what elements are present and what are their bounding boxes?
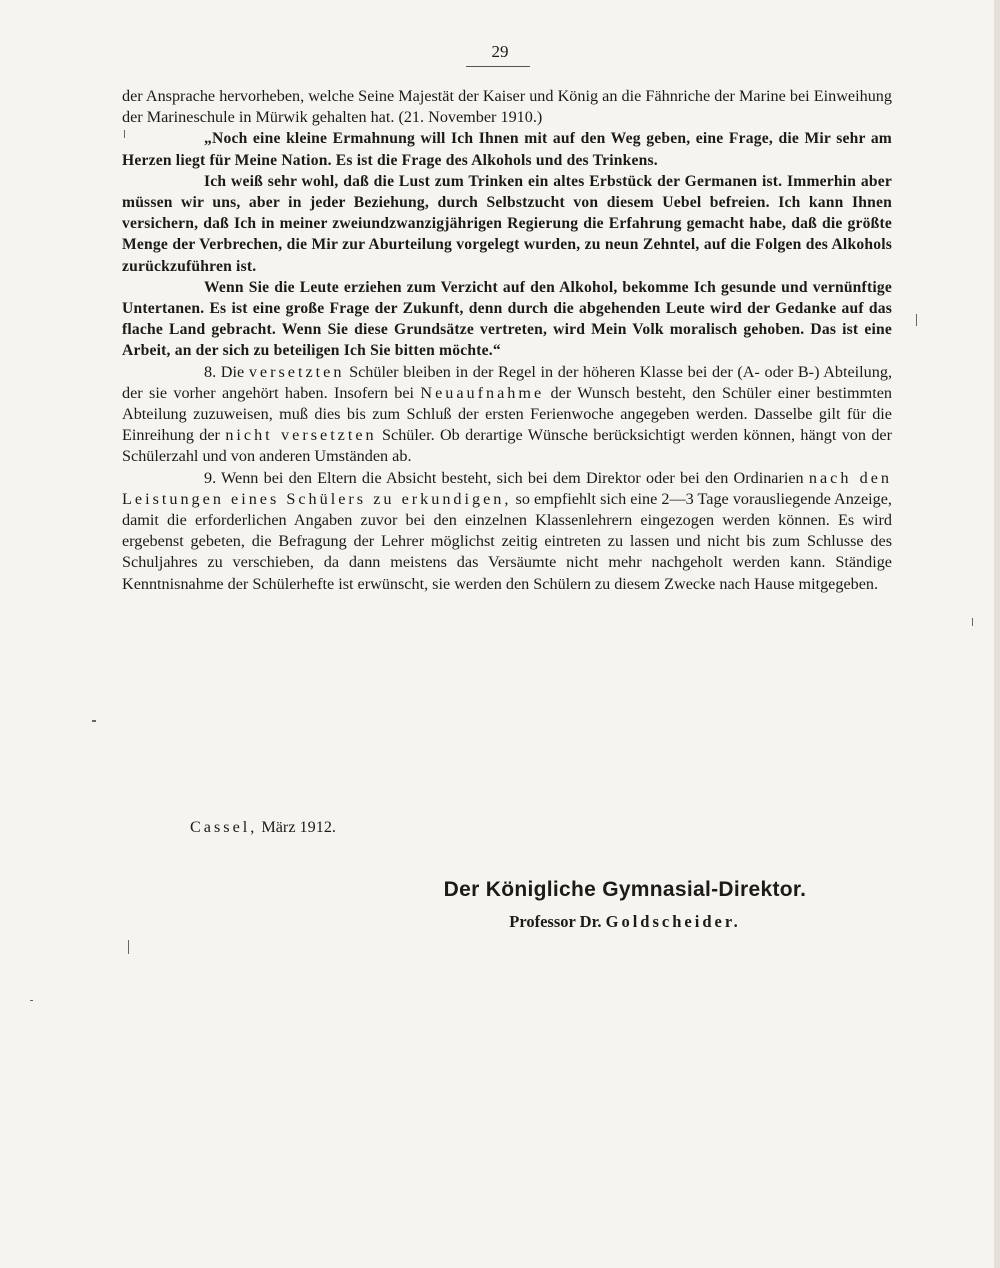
signature-name-line	[0, 912, 1000, 932]
date-text: März 1912.	[261, 818, 336, 836]
city-name: Cassel,	[190, 818, 258, 836]
margin-mark-right-2	[972, 618, 973, 626]
margin-mark-left-3	[128, 940, 129, 954]
margin-mark-right-1	[916, 314, 917, 326]
page-number: 29	[491, 42, 509, 61]
signature-title: Der Königliche Gymnasial-Direktor.	[443, 878, 807, 901]
margin-mark-left-2	[92, 720, 96, 722]
paragraph-item-8	[122, 362, 892, 468]
item-8-spaced-versetzten: versetzten	[248, 362, 345, 381]
signature-name: Goldscheider.	[605, 912, 741, 931]
city-date-line	[190, 818, 336, 837]
item-9-text-a: 9. Wenn bei den Eltern die Absicht besteht, sich bei dem Direktor oder bei den Ordinarien	[204, 468, 804, 487]
paragraph-item-9	[122, 468, 892, 595]
paragraph-quote-ermahnung: „Noch eine kleine Ermahnung will Ich Ihnen mit auf den Weg geben, eine Frage, die Mir sehr am Herzen liegt für Meine Nation. Es ist die Frage des Alkohols und des Trinkens.	[122, 130, 892, 169]
page-number-rule	[466, 66, 530, 67]
item-8-text-g: Schüler. Ob derartige Wünsche berücksichtigt werden können, hängt von der Schülerzahl und von anderen Umständen ab.	[122, 426, 893, 466]
body-text	[122, 86, 892, 595]
page-edge	[994, 0, 1000, 1268]
item-8-text-a: 8. Die	[204, 362, 245, 381]
item-8-text-e: der Wunsch besteht, den Schüler einer bestimmten Abteilung zuzuweisen, muß dies bis zum Schluß der ersten Ferienwoche angegeben werden. Dasselbe gilt für die Einreihung der	[122, 383, 893, 445]
item-8-spaced-nicht-versetzten: nicht versetzten	[225, 426, 377, 445]
margin-mark-left-4	[30, 1000, 33, 1001]
item-8-spaced-neuaufnahme: Neuaufnahme	[420, 383, 545, 402]
margin-mark-left-1	[124, 130, 125, 138]
item-8-text-c: Schüler bleiben in der Regel in der höheren Klasse bei der (A- oder B-) Abteilung, der sie vorher angehört haben. Insofern bei	[122, 362, 893, 402]
item-9-spaced-leistungen: nach den Leistungen eines Schülers zu erkundigen,	[122, 468, 892, 508]
paragraph-quote-verzicht: Wenn Sie die Leute erziehen zum Verzicht auf den Alkohol, bekomme Ich gesunde und vernünftige Untertanen. Es ist eine große Frage der Zukunft, denn durch die abgehenden Leute wird der Gedanke auf das flache Land gebracht. Wenn Sie diese Grundsätze vertreten, wird Mein Volk moralisch gehoben. Das ist eine Arbeit, an der sich zu beteiligen Ich Sie bitten möchte.“	[122, 278, 892, 360]
item-9-text-c: so empfiehlt sich eine 2—3 Tage vorausliegende Anzeige, damit die erforderlichen Angaben zuvor bei den einzelnen Klassenlehrern eingezogen werden können. Es wird ergebenst gebeten, die Befragung der Lehrer möglichst zeitig eintreten zu lassen und nicht bis zum Schlusse des Schuljahres zu verschieben, da dann meistens das Versäumte nicht mehr nachgeholt werden kann. Ständige Kenntnisnahme der Schülerhefte ist erwünscht, sie werden den Schülern zu diesem Zwecke nach Hause mitgegeben.	[122, 489, 892, 593]
paragraph-ansprache-intro: der Ansprache hervorheben, welche Seine Majestät der Kaiser und König an die Fähnriche der Marine bei Einweihung der Marineschule in Mürwik gehalten hat. (21. November 1910.)	[122, 87, 892, 127]
paragraph-quote-germanen: Ich weiß sehr wohl, daß die Lust zum Trinken ein altes Erbstück der Germanen ist. Immerhin aber müssen wir uns, aber in jeder Beziehung, durch Selbstzucht von diesem Uebel befreien. Ich kann Ihnen versichern, daß Ich in meiner zweiundzwanzigjährigen Regierung die Erfahrung gemacht habe, daß die größte Menge der Verbrechen, die Mir zur Aburteilung vorgelegt wurden, zu neun Zehntel, auf die Folgen des Alkohols zurückzuführen ist.	[122, 172, 892, 275]
signature-prefix: Professor Dr.	[509, 912, 602, 931]
